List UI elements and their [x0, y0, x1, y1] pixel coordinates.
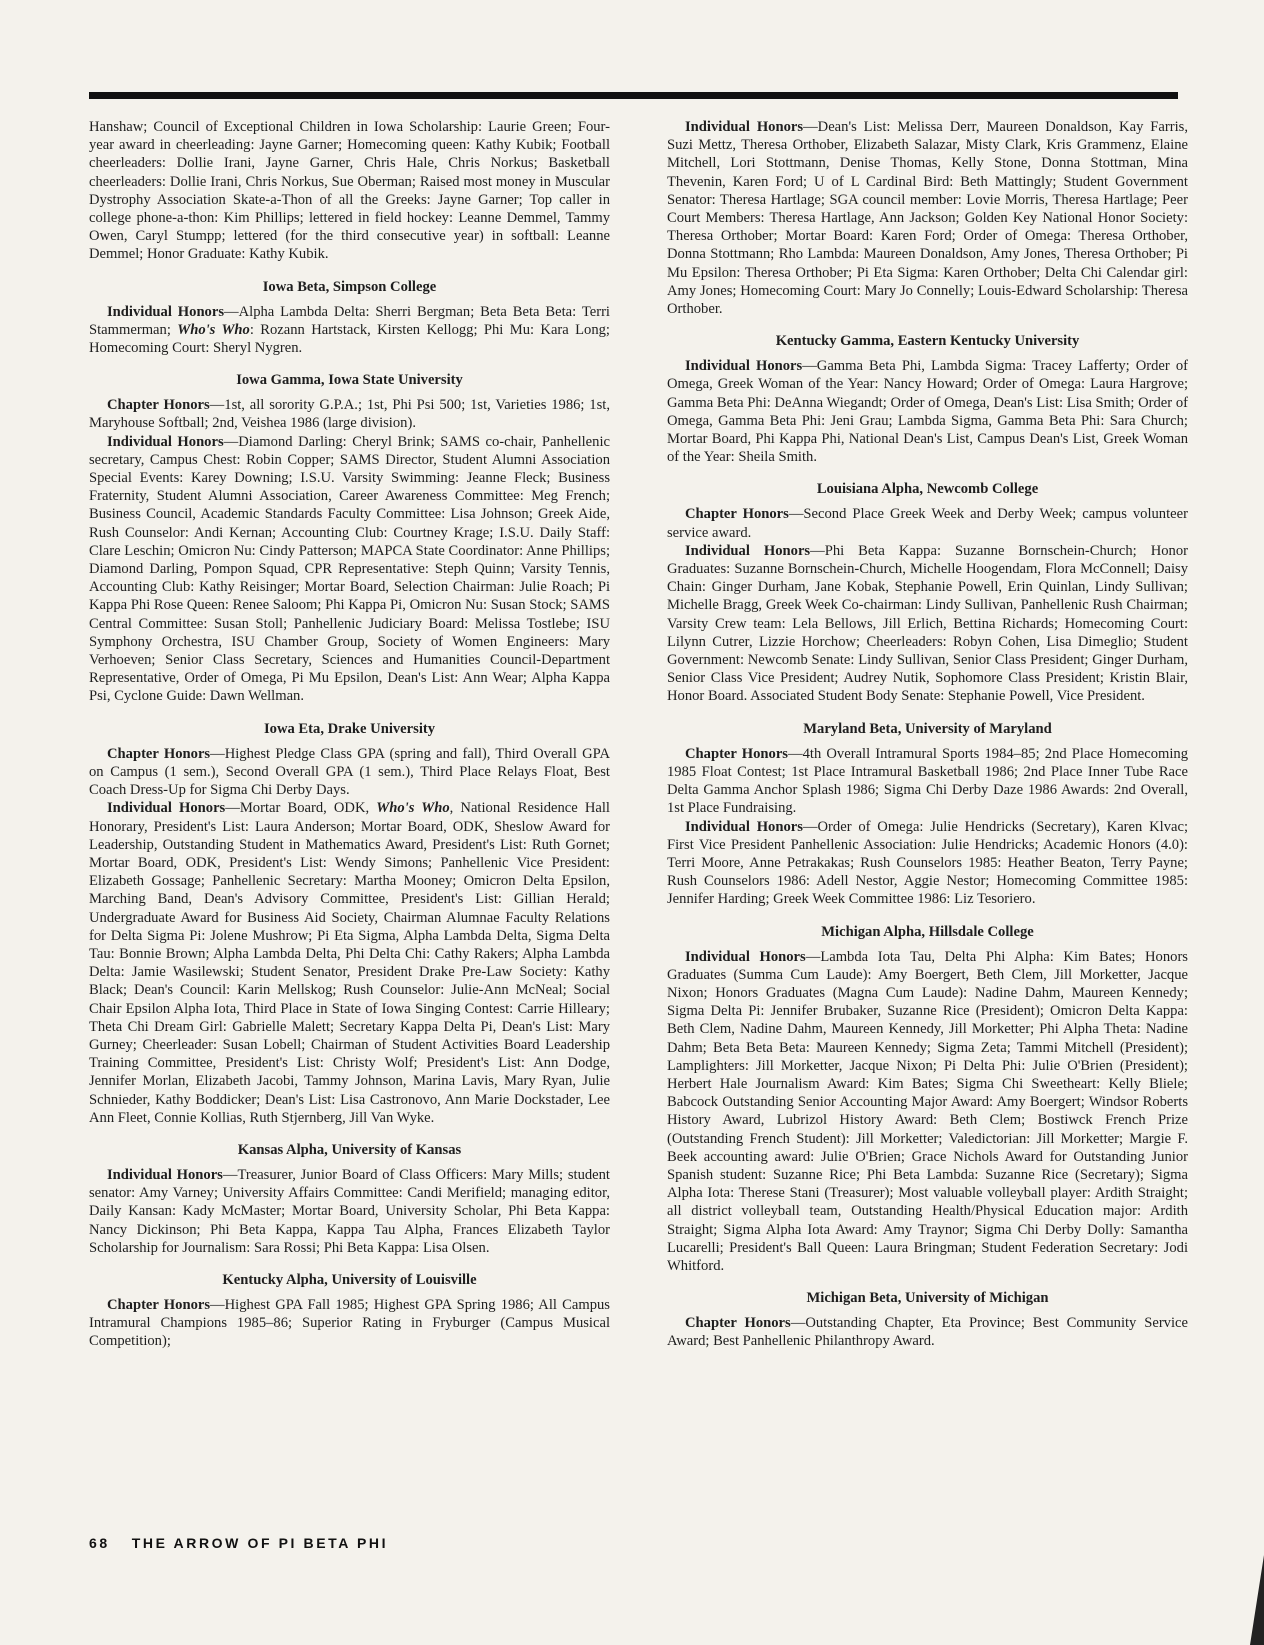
right-column [667, 118, 1188, 1351]
chapter-honors-label: Chapter Honors [685, 506, 789, 523]
individual-honors-label: Individual Honors [685, 948, 806, 965]
individual-honors-label: Individual Honors [685, 542, 811, 559]
individual-honors-iowa-eta [89, 799, 610, 1127]
chapter-heading-kansas-alpha: Kansas Alpha, University of Kansas [237, 1141, 462, 1158]
honors-text: —Treasurer, Junior Board of Class Officers: Mary Mills; student senator: Amy Varney; University Affairs Committee: Candi Merifield; managing editor, Daily Kansan: Kady McMaster; Mortar Board, University Scholar, Phi Beta Kappa: Nancy Dickinson; Phi Beta Kappa, Kappa Tau Alpha, Frances Elizabeth Taylor Scholarship for Journalism: Sara Rossi; Phi Beta Kappa: Lisa Olsen. [89, 1166, 610, 1256]
chapter-honors-label: Chapter Honors [685, 745, 788, 762]
chapter-heading-iowa-eta: Iowa Eta, Drake University [263, 720, 436, 737]
honors-text: —Mortar Board, ODK, [225, 800, 377, 817]
chapter-honors-iowa-gamma [89, 396, 610, 432]
chapter-heading-kentucky-gamma: Kentucky Gamma, Eastern Kentucky University [775, 333, 1080, 350]
chapter-honors-label: Chapter Honors [107, 397, 210, 414]
chapter-honors-label: Chapter Honors [107, 1296, 211, 1313]
individual-honors-kentucky-gamma [667, 357, 1188, 466]
chapter-heading-louisiana-alpha: Louisiana Alpha, Newcomb College [816, 481, 1039, 498]
chapter-honors-michigan-beta [667, 1314, 1188, 1350]
chapter-heading-iowa-gamma: Iowa Gamma, Iowa State University [236, 372, 463, 389]
individual-honors-label: Individual Honors [107, 303, 225, 320]
chapter-honors-label: Chapter Honors [107, 745, 211, 762]
honors-text: —Dean's List: Melissa Derr, Maureen Donaldson, Kay Farris, Suzi Mettz, Theresa Orthober, Elizabeth Salazar, Misty Clark, Kris Grammenz, Elaine Mitchell, Lori Stottmann, Denise Thomas, Kelly Stone, Donna Stottman, Mina Thevenin, Karen Ford; U of L Cardinal Bird: Beth Mattingly; Student Government Senator: Theresa Hartlage; SGA council member: Lovie Morris, Theresa Hartlage; Peer Court Members: Theresa Hartlage, Ann Jackson; Golden Key National Honor Society: Theresa Orthober; Mortar Board: Karen Ford; Order of Omega: Theresa Orthober, Donna Stottmann; Rho Lambda: Maureen Donaldson, Amy Jones, Theresa Orthober; Pi Mu Epsilon: Theresa Orthober; Pi Eta Sigma: Karen Orthober; Delta Chi Calendar girl: Amy Jones; Homecoming Court: Mary Jo Connelly; Louis-Edward Scholarship: Theresa Orthober. [667, 119, 1188, 318]
whos-who-title: Who's Who [376, 800, 450, 817]
individual-honors-iowa-beta [89, 303, 610, 358]
left-column [89, 118, 610, 1351]
individual-honors-label: Individual Honors [685, 358, 803, 375]
honors-text: —Gamma Beta Phi, Lambda Sigma: Tracey Lafferty; Order of Omega, Greek Woman of the Year: Nancy Howard; Order of Omega: Laura Hargrove; Gamma Beta Phi: DeAnna Wiegandt; Order of Omega, Dean's List: Lisa Smith; Order of Omega, Gamma Beta Phi: Jeni Grau; Lambda Sigma, Gamma Beta Phi: Sara Church; Mortar Board, Phi Kappa Phi, National Dean's List, Campus Dean's List, Greek Woman of the Year: Sheila Smith. [667, 358, 1188, 466]
individual-honors-kansas-alpha [89, 1166, 610, 1257]
chapter-honors-louisiana-alpha [667, 505, 1188, 541]
individual-honors-label: Individual Honors [107, 1166, 223, 1183]
publication-title: THE ARROW OF PI BETA PHI [131, 1535, 389, 1551]
honors-text: : Rozann Hartstack, Kirsten Kellogg; Phi Mu: Kara Long; Homecoming Court: Sheryl Nygren. [89, 321, 610, 357]
individual-honors-iowa-gamma [89, 433, 610, 706]
honors-text: —1st, all sorority G.P.A.; 1st, Phi Psi 500; 1st, Varieties 1986; 1st, Maryhouse Softball; 2nd, Veishea 1986 (large division). [89, 397, 610, 432]
individual-honors-label: Individual Honors [107, 433, 224, 450]
chapter-honors-maryland-beta [667, 745, 1188, 818]
chapter-honors-iowa-eta [89, 745, 610, 800]
chapter-honors-kentucky-alpha [89, 1296, 610, 1351]
chapter-heading-maryland-beta: Maryland Beta, University of Maryland [803, 720, 1052, 737]
individual-honors-label: Individual Honors [107, 800, 226, 817]
honors-text: —Phi Beta Kappa: Suzanne Bornschein-Church; Honor Graduates: Suzanne Bornschein-Church, Michelle Hoogendam, Flora McConnell; Daisy Chain: Ginger Durham, Jane Kobak, Stephanie Powell, Erin Quinlan, Lindy Sullivan; Michelle Bragg, Greek Week Co-chairman: Lindy Sullivan, Panhellenic Rush Chairman; Varsity Crew team: Lela Bellows, Jill Erlich, Bettina Richards; Homecoming Court: Lilynn Cutrer, Lizzie Horchow; Cheerleaders: Robyn Cohen, Lisa Dimeglio; Student Government: Newcomb Senate: Lindy Sullivan, Senior Class President; Ginger Durham, Senior Class Vice President; Audrey Nutik, Sophomore Class President; Kristin Blair, Honor Board. Associated Student Body Senate: Stephanie Powell, Vice President. [667, 542, 1189, 705]
page-footer [89, 1535, 388, 1551]
honors-text: , National Residence Hall Honorary, President's List: Laura Anderson; Mortar Board, ODK, Sheslow Award for Leadership, Outstanding Student in Mathematics Award, President's List: Ruth Gornet; Mortar Board, ODK, President's List: Wendy Simons; Panhellenic Vice President: Elizabeth Gossage; Panhellenic Secretary: Martha Mooney; Omicron Delta Epsilon, Marching Band, Dean's Advisory Committee, President's List: Gillian Herald; Undergraduate Award for Business Aid Society, Chairman Alumnae Faculty Relations for Delta Sigma Pi: Jolene Mushrow; Pi Eta Sigma, Alpha Lambda Delta, Sigma Delta Tau: Bonnie Brown; Alpha Lambda Delta, Phi Delta Chi: Cathy Rakers; Alpha Lambda Delta: Jamie Wasilewski; Student Senator, President Drake Pre-Law Society: Kathy Black; Dean's Council: Karin Mellskog; Rush Counselor: Julie-Ann McNeal; Social Chair Epsilon Alpha Iota, Third Place in State of Iowa Singing Contest: Carrie Hilleary; Theta Chi Dream Girl: Gabrielle Malett; Secretary Kappa Delta Pi, Dean's List: Mary Gurney; Cheerleader: Susan Lobell; Chairman of Student Activities Board Leadership Training Committee, President's List: Christy Wolf; President's List: Ann Dodge, Jennifer Morlan, Elizabeth Jacobi, Tammy Johnson, Marina Lavis, Mary Ryan, Julie Schnieder, Kathy Boddicker; Dean's List: Lisa Castronovo, Ann Marie Dockstader, Lee Ann Fleet, Connie Kollias, Ruth Stjernberg, Jill Van Wyke. [89, 800, 610, 1126]
individual-honors-kentucky-alpha [667, 118, 1188, 318]
whos-who-title: Who's Who [177, 321, 250, 338]
chapter-heading-kentucky-alpha: Kentucky Alpha, University of Louisville [222, 1271, 477, 1288]
honors-text: —Order of Omega: Julie Hendricks (Secretary), Karen Klvac; First Vice President Panhellenic Association: Julie Hendricks; Academic Honors (4.0): Terri Moore, Anne Petrakakas; Rush Counselors 1985: Heather Beaton, Terry Payne; Rush Counselors 1986: Adell Nestor, Aggie Nestor; Homecoming Committee 1985: Jennifer Harding; Greek Week Committee 1986: Liz Tesoriero. [667, 818, 1188, 908]
honors-text: —Second Place Greek Week and Derby Week; campus volunteer service award. [667, 506, 1188, 541]
chapter-heading-michigan-alpha: Michigan Alpha, Hillsdale College [821, 923, 1034, 940]
chapter-heading-michigan-beta: Michigan Beta, University of Michigan [806, 1290, 1049, 1307]
page-number: 68 [89, 1535, 110, 1551]
honors-text: —Lambda Iota Tau, Delta Phi Alpha: Kim Bates; Honors Graduates (Summa Cum Laude): Amy Boergert, Beth Clem, Jill Morketter, Jacque Nixon; Honors Graduates (Magna Cum Laude): Nadine Dahm, Maureen Kennedy; Sigma Delta Pi: Jennifer Brubaker, Suzanne Rice (President); Omicron Delta Kappa: Beth Clem, Nadine Dahm, Maureen Kennedy, Jill Morketter; Phi Alpha Theta: Nadine Dahm; Beta Beta Beta: Maureen Kennedy; Sigma Zeta; Tammi Mitchell (President); Lamplighters: Jill Morketter, Jacque Nixon; Pi Delta Phi: Julie O'Brien (President); Herbert Hale Journalism Award: Kim Bates; Sigma Chi Sweetheart: Kelly Bliele; Babcock Outstanding Senior Accounting Major Award: Amy Boergert; Windsor Roberts History Award, Lubrizol History Award: Beth Clem; Bostiwck French Prize (Outstanding French Student): Jill Morketter; Valedictorian: Jill Morketter; Margie F. Beek accounting award: Julie O'Brien; Grace Nichols Award for Outstanding Junior Spanish student: Suzanne Rice; Phi Beta Lambda: Suzanne Rice (Secretary); Sigma Alpha Iota: Therese Stani (Treasurer); Most valuable volleyball player: Ardith Straight; all district volleyball team, Outstanding Health/Physical Education major: Ardith Straight; Sigma Alpha Iota Award: Amy Traynor; Sigma Chi Derby Dolly: Samantha Lucarelli; President's Ball Queen: Laura Bringman; Student Federation Secretary: Jodi Whitford. [667, 948, 1188, 1274]
honors-text: —Outstanding Chapter, Eta Province; Best Community Service Award; Best Panhellenic Philanthropy Award. [667, 1315, 1188, 1350]
honors-text: —4th Overall Intramural Sports 1984–85; 2nd Place Homecoming 1985 Float Contest; 1st Place Intramural Basketball 1986; 2nd Place Inner Tube Race Delta Gamma Anchor Splash 1986; Sigma Chi Derby Daze 1986 Awards: 2nd Overall, 1st Place Fundraising. [667, 745, 1188, 817]
scan-edge-shadow [1250, 1555, 1264, 1645]
continued-paragraph: Hanshaw; Council of Exceptional Children in Iowa Scholarship: Laurie Green; Four-year award in cheerleading: Jayne Garner; Homecoming queen: Kathy Kubik; Football cheerleaders: Dollie Irani, Jayne Garner, Chris Hale, Chris Norkus; Basketball cheerleaders: Dollie Irani, Chris Norkus, Sue Oberman; Raised most money in Muscular Dystrophy Association Skate-a-Thon of all the Greeks: Jayne Garner; Top caller in college phone-a-thon: Kim Phillips; lettered in field hockey: Leanne Demmel, Tammy Owen, Caryl Stumpp; lettered (for the third consecutive year) in softball: Leanne Demmel; Honor Graduate: Kathy Kubik. [89, 119, 610, 263]
chapter-honors-label: Chapter Honors [685, 1315, 791, 1332]
honors-text: —Diamond Darling: Cheryl Brink; SAMS co-chair, Panhellenic secretary, Campus Chest: Robin Copper; SAMS Director, Student Alumni Association Special Events: Karey Downing; I.S.U. Varsity Swimming: Jeanne Fleck; Business Fraternity, Student Alumni Association, Career Awareness Committee: Meg French; Business Council, Academic Standards Faculty Committee: Lisa Johnson; Greek Aide, Rush Counselor: Andi Kernan; Accounting Club: Courtney Krage; I.S.U. Daily Staff: Clare Leschin; Omicron Nu: Cindy Patterson; MAPCA State Coordinator: Anne Phillips; Diamond Darling, Pompon Squad, CPR Representative: Steph Quinn; Varsity Tennis, Accounting Club: Kathy Reisinger; Mortar Board, Selection Chairman: Julie Roach; Pi Kappa Phi Rose Queen: Renee Saloom; Phi Kappa Pi, Omicron Nu: Susan Stock; SAMS Central Committee: Susan Stoll; Panhellenic Judiciary Board: Melissa Tostlebe; ISU Symphony Orchestra, ISU Chamber Group, Society of Women Engineers: Mary Verhoeven; Senior Class Secretary, Sciences and Humanities Council-Department Representative, Order of Omega, Pi Mu Epsilon, Dean's List: Ann Wear; Alpha Kappa Psi, Cyclone Guide: Dawn Wellman. [89, 433, 610, 705]
individual-honors-maryland-beta [667, 818, 1188, 909]
honors-text: —Highest GPA Fall 1985; Highest GPA Spring 1986; All Campus Intramural Champions 1985–86; Superior Rating in Fryburger (Campus Musical Competition); [89, 1296, 610, 1350]
chapter-heading-iowa-beta: Iowa Beta, Simpson College [262, 278, 437, 295]
honors-text: —Alpha Lambda Delta: Sherri Bergman; Beta Beta Beta: Terri Stammerman; [89, 303, 610, 338]
individual-honors-label: Individual Honors [685, 818, 803, 835]
header-rule [89, 92, 1178, 99]
individual-honors-louisiana-alpha [667, 542, 1188, 706]
honors-text: —Highest Pledge Class GPA (spring and fall), Third Overall GPA on Campus (1 sem.), Second Overall GPA (1 sem.), Third Place Relays Float, Best Coach Dress-Up for Sigma Chi Derby Days. [89, 745, 610, 799]
individual-honors-michigan-alpha [667, 948, 1188, 1276]
individual-honors-label: Individual Honors [685, 119, 804, 135]
